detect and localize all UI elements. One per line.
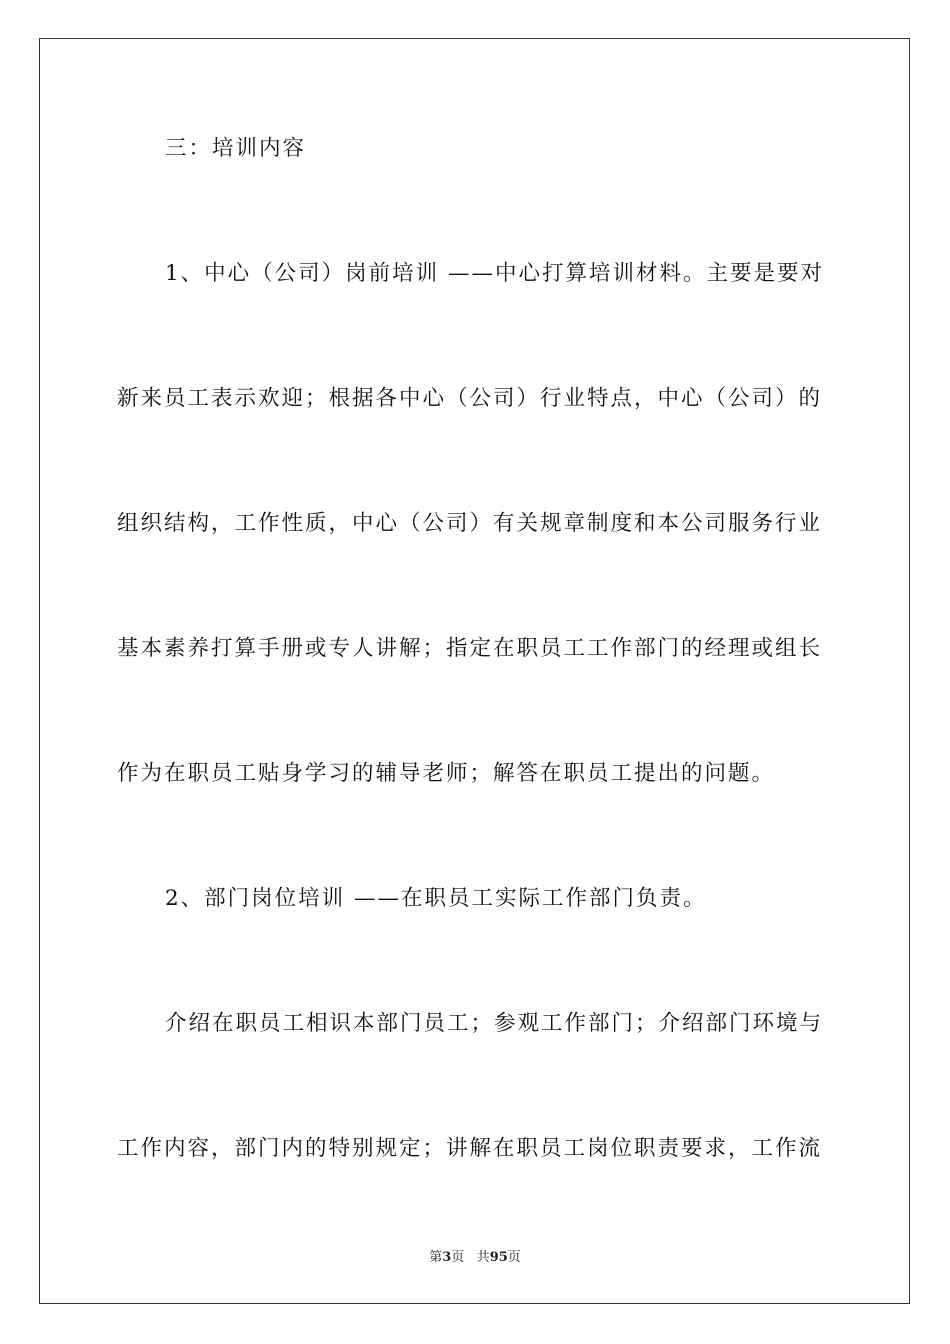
page-suffix: 页 (451, 1250, 465, 1265)
paragraph-line-2: 新来员工表示欢迎；根据各中心（公司）行业特点，中心（公司）的 (117, 386, 823, 411)
section-heading: 三：培训内容 (165, 136, 307, 161)
paragraph-line-6: 2、部门岗位培训 ——在职员工实际工作部门负责。 (165, 886, 707, 911)
paragraph-line-3: 组织结构，工作性质，中心（公司）有关规章制度和本公司服务行业 (117, 511, 823, 536)
paragraph-line-1: 1、中心（公司）岗前培训 ——中心打算培训材料。主要是要对 (165, 261, 825, 286)
page-frame (39, 38, 910, 1304)
paragraph-line-7: 介绍在职员工相识本部门员工；参观工作部门；介绍部门环境与 (165, 1011, 824, 1036)
page-number: 3 (442, 1250, 452, 1265)
paragraph-line-8: 工作内容，部门内的特别规定；讲解在职员工岗位职责要求，工作流 (117, 1136, 823, 1161)
page-prefix: 第 (429, 1250, 443, 1265)
paragraph-line-4: 基本素养打算手册或专人讲解；指定在职员工工作部门的经理或组长 (117, 636, 823, 661)
total-suffix: 页 (507, 1250, 521, 1265)
total-pages: 95 (489, 1250, 508, 1265)
total-prefix: 共 (476, 1250, 490, 1265)
paragraph-line-5: 作为在职员工贴身学习的辅导老师；解答在职员工提出的问题。 (117, 761, 776, 786)
page-footer (0, 1246, 950, 1265)
